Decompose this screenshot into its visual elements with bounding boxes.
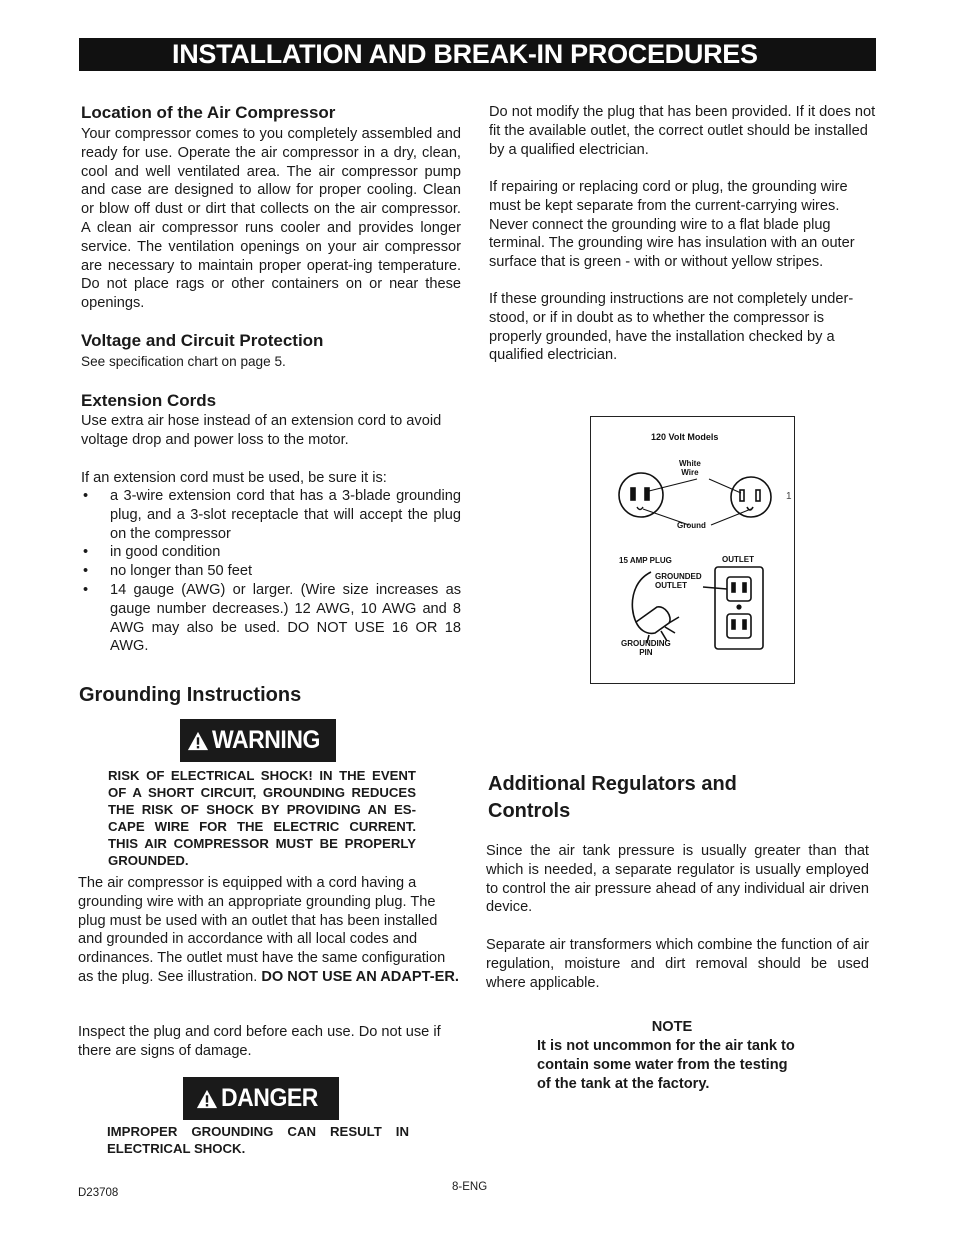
danger-triangle-icon (196, 1088, 218, 1110)
right-paragraph-1: Do not modify the plug that has been provided. If it does not fit the available outlet, the correct outlet should be installed by a qualified electrician. (489, 104, 876, 158)
white-wire-label: White Wire (679, 459, 701, 477)
list-item: • 14 gauge (AWG) or larger. (Wire size increases as gauge number decreases.) 12 AWG, 10 AWG and 8 AWG may also be used. DO NOT USE 16 OR 18 AWG. (81, 581, 461, 656)
voltage-text: See specification chart on page 5. (81, 354, 286, 369)
warning-sign (180, 719, 336, 762)
right-paragraph-3: If these grounding instructions are not completely under-stood, or if in doubt as to whether the compressor is properly grounded, have the installation checked by a qualified electrician. (489, 291, 854, 364)
figure-title: 120 Volt Models (651, 432, 719, 442)
grounding-pin-label: GROUNDING PIN (621, 639, 671, 657)
plug-label: 15 AMP PLUG (619, 556, 672, 565)
outlet-label: OUTLET (722, 555, 754, 564)
list-item: • in good condition (81, 543, 461, 562)
grounded-outlet-label: GROUNDED OUTLET (655, 572, 702, 590)
grounding-illustration (590, 416, 795, 684)
note-title: NOTE (651, 1019, 693, 1035)
page-number: 8-ENG (452, 1181, 488, 1193)
warning-triangle-icon (187, 730, 209, 752)
footer-code: D23708 (78, 1187, 119, 1199)
grounding-text-2: Inspect the plug and cord before each use. Do not use if there are signs of damage. (78, 1024, 441, 1059)
plug-icon (632, 572, 679, 643)
warning-label: WARNING (211, 726, 320, 754)
wall-outlet-icon (703, 567, 763, 649)
list-item: • no longer than 50 feet (81, 562, 461, 581)
grounding-text-1-body: The air compressor is equipped with a cord having a grounding wire with an appropriate grounding plug. The plug must be used with an outlet that has been installed and grounded in accordance with all local codes and ordinances. The outlet must have the same configuration as the plug. See illustration. (78, 875, 446, 985)
regulators-heading: Additional Regulators and Controls (488, 773, 737, 822)
extension-text-2: If an extension cord must be used, be sure it is: (81, 470, 387, 486)
outlet-diagram (591, 417, 793, 682)
right-paragraph-2: If repairing or replacing cord or plug, the grounding wire must be kept separate from the current-carrying wires. Never connect the grounding wire to a flat blade plug terminal. The grounding wire has insulation with an outer surface that is green - with or without yellow stripes. (489, 179, 855, 271)
adapter-warning: DO NOT USE AN ADAPT-ER. (261, 968, 459, 985)
danger-sign (183, 1077, 339, 1120)
outlet-face-right-icon (731, 477, 771, 517)
extension-text-1: Use extra air hose instead of an extension cord to avoid voltage drop and power loss to the motor. (81, 413, 442, 448)
regulators-paragraph-2: Separate air transformers which combine the function of air regulation, moisture and dirt removal should be used where applicable. (486, 937, 869, 991)
voltage-heading: Voltage and Circuit Protection (81, 331, 324, 350)
margin-mark: 1 (786, 491, 792, 502)
danger-text: IMPROPER GROUNDING CAN RESULT IN ELECTRICAL SHOCK. (107, 1124, 409, 1156)
list-item: • a 3-wire extension cord that has a 3-blade grounding plug, and a 3-slot receptacle that will accept the plug on the compressor (81, 487, 461, 543)
grounding-text-1 (78, 874, 462, 987)
ground-label: Ground (677, 521, 706, 530)
warning-text: RISK OF ELECTRICAL SHOCK! IN THE EVENT OF A SHORT CIRCUIT, GROUNDING REDUCES THE RISK OF SHOCK BY PROVIDING AN ES-CAPE WIRE FOR THE ELECTRIC CURRENT. THIS AIR COMPRESSOR MUST BE PROPERLY GROUNDED. (108, 768, 416, 868)
location-text: Your compressor comes to you completely assembled and ready for use. Operate the air compressor in a dry, clean, cool and well ventilated area. The air compressor pump and case are designed to allow for proper cooling. Clean or blow off dust or dirt that collects on the air compressor. A clean air compressor runs cooler and provides longer service. The ventilation openings on your air compressor are necessary to maintain proper operat-ing temperature. Do not place rags or other containers on or near these openings. (81, 126, 461, 312)
note-text: It is not uncommon for the air tank to contain some water from the testing of the tank at the factory. (537, 1038, 795, 1092)
grounding-heading: Grounding Instructions (79, 684, 302, 706)
extension-bullet-list (81, 487, 461, 656)
location-heading: Location of the Air Compressor (81, 103, 336, 122)
danger-label: DANGER (220, 1084, 318, 1112)
regulators-paragraph-1: Since the air tank pressure is usually greater than that which is needed, a separate regulator is usually employed to control the air pressure ahead of any individual air driven device. (486, 843, 869, 916)
extension-heading: Extension Cords (81, 391, 217, 410)
page-title: INSTALLATION AND BREAK-IN PROCEDURES (79, 38, 876, 71)
plug-face-left-icon (619, 473, 663, 517)
